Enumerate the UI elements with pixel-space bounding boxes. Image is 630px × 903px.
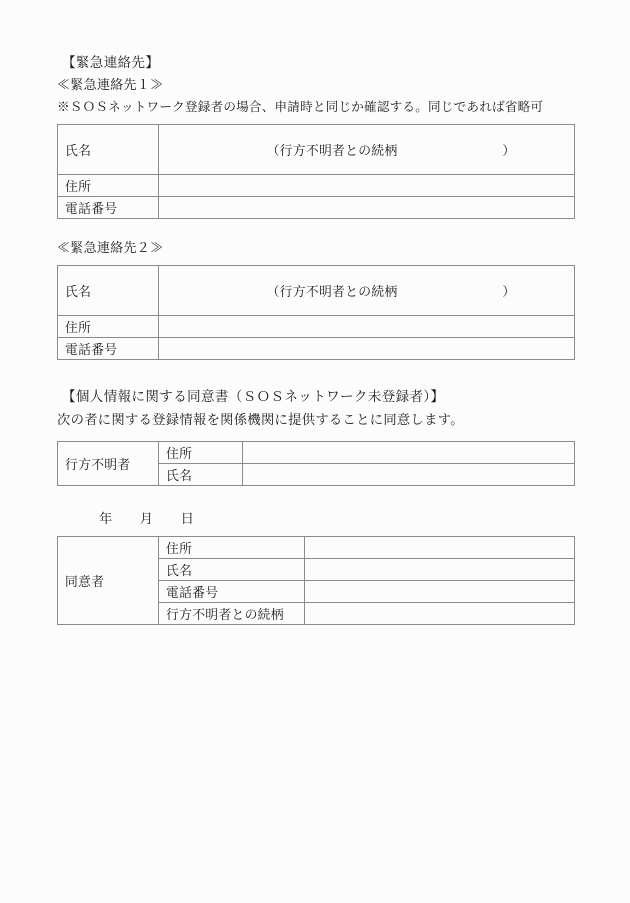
- consenter-phone-field[interactable]: [305, 581, 575, 603]
- table-row: [58, 442, 575, 464]
- contact2-name-field[interactable]: [159, 266, 575, 316]
- contact2-phone-label: 電話番号: [58, 338, 159, 360]
- contact1-name-field[interactable]: [159, 125, 575, 175]
- table-row: [58, 537, 575, 559]
- spacer: [57, 486, 575, 508]
- table-row: [58, 197, 575, 219]
- spacer: [57, 360, 575, 386]
- contact-1-note: ※ＳＯＳネットワーク登録者の場合、申請時と同じか確認する。同じであれば省略可: [57, 100, 544, 114]
- date-line[interactable]: 年 月 日: [99, 511, 195, 526]
- missing-person-address-field[interactable]: [243, 442, 575, 464]
- spacer: [57, 431, 575, 441]
- table-row: [58, 338, 575, 360]
- consenter-phone-label: 電話番号: [159, 581, 305, 603]
- table-row: [58, 266, 575, 316]
- contact2-address-field[interactable]: [159, 316, 575, 338]
- contact1-address-label: 住所: [58, 175, 159, 197]
- contact1-name-label: 氏名: [58, 125, 159, 175]
- consent-heading: 【個人情報に関する同意書（ＳＯＳネットワーク未登録者）】: [62, 389, 445, 404]
- contact-table-1: [57, 124, 575, 219]
- contact-2-heading: ≪緊急連絡先２≫: [57, 240, 164, 255]
- consenter-group-label: 同意者: [58, 537, 159, 625]
- table-row: [58, 125, 575, 175]
- consenter-relationship-label: 行方不明者との続柄: [159, 603, 305, 625]
- consenter-name-field[interactable]: [305, 559, 575, 581]
- contact2-address-label: 住所: [58, 316, 159, 338]
- contact1-relationship-note: （行方不明者との続柄 ）: [266, 144, 516, 158]
- contact2-phone-field[interactable]: [159, 338, 575, 360]
- contact1-phone-field[interactable]: [159, 197, 575, 219]
- consenter-relationship-field[interactable]: [305, 603, 575, 625]
- contact1-address-field[interactable]: [159, 175, 575, 197]
- consenter-table: [57, 536, 575, 625]
- missing-person-name-field[interactable]: [243, 464, 575, 486]
- contact-1-heading: ≪緊急連絡先１≫: [57, 77, 164, 92]
- missing-person-name-label: 氏名: [159, 464, 243, 486]
- missing-person-table: [57, 441, 575, 486]
- emergency-contact-heading: 【緊急連絡先】: [62, 55, 160, 70]
- spacer: [57, 219, 575, 237]
- missing-person-group-label: 行方不明者: [58, 442, 159, 486]
- consenter-name-label: 氏名: [159, 559, 305, 581]
- consenter-address-field[interactable]: [305, 537, 575, 559]
- contact1-phone-label: 電話番号: [58, 197, 159, 219]
- consenter-address-label: 住所: [159, 537, 305, 559]
- contact2-name-label: 氏名: [58, 266, 159, 316]
- contact-table-2: [57, 265, 575, 360]
- table-row: [58, 175, 575, 197]
- table-row: [58, 316, 575, 338]
- contact2-relationship-note: （行方不明者との続柄 ）: [266, 285, 516, 299]
- missing-person-address-label: 住所: [159, 442, 243, 464]
- consent-body-text: 次の者に関する登録情報を関係機関に提供することに同意します。: [57, 412, 464, 427]
- document-content: [57, 52, 575, 625]
